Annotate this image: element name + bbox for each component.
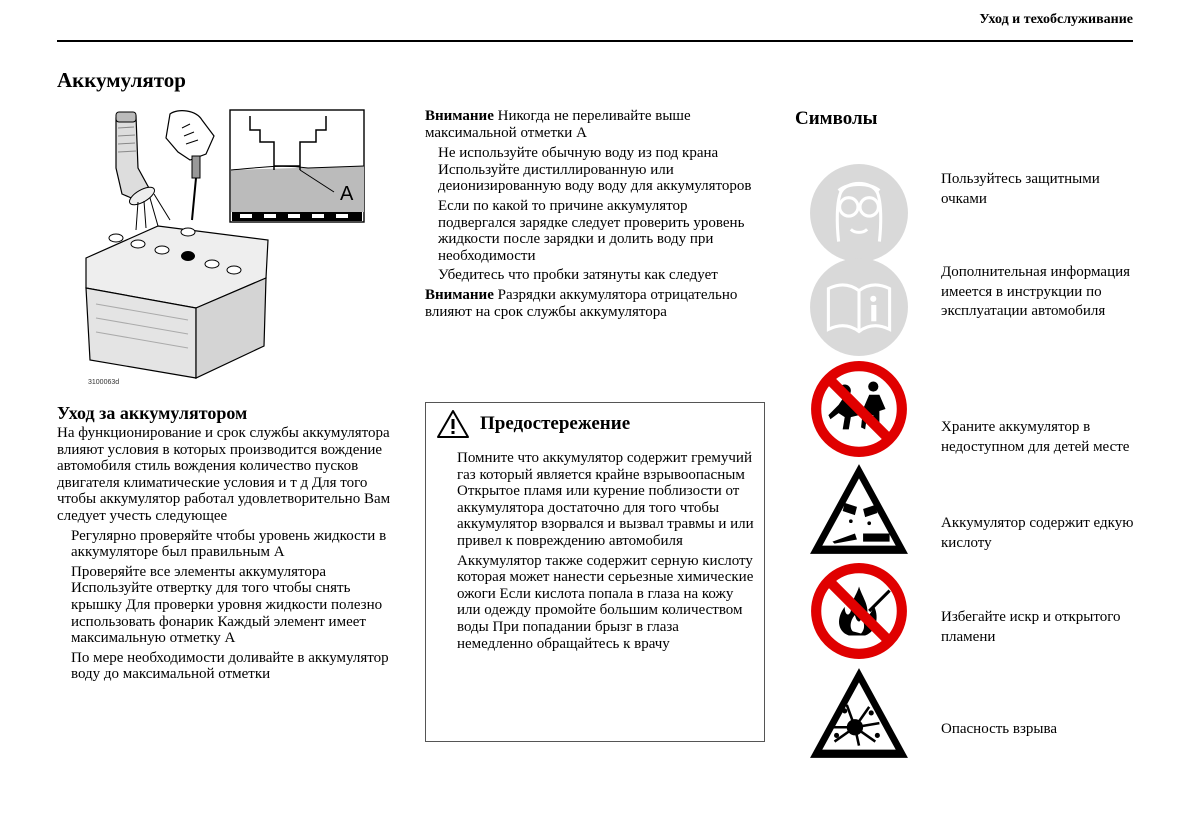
warning-box	[425, 402, 765, 742]
list-item: Не используйте обычную воду из под крана Используйте дистиллированную или деионизированную воду воду для аккумуляторов	[438, 145, 752, 195]
attention-note-1	[425, 108, 760, 141]
notes-list	[425, 145, 760, 284]
list-item: Регулярно проверяйте чтобы уровень жидкости в аккумуляторе был правильным A	[71, 527, 387, 561]
warning-body	[457, 450, 757, 652]
care-list	[57, 528, 397, 683]
warning-triangle-icon	[436, 409, 470, 439]
warning-header	[436, 409, 630, 439]
list-item: По мере необходимости доливайте в аккумулятор воду до максимальной отметки	[71, 649, 389, 683]
symbol-label-acid: Аккумулятор содержит едкую кислоту	[941, 515, 1134, 551]
hand-screwdriver-icon	[166, 111, 214, 220]
running-header: Уход и техобслуживание	[979, 12, 1133, 27]
attention-note-2	[425, 287, 760, 320]
inset-label-a: A	[340, 183, 354, 205]
no-children-icon	[808, 358, 910, 460]
battery-illustration	[78, 108, 368, 393]
notes-section	[425, 108, 760, 320]
page-title: Аккумулятор	[57, 68, 186, 92]
attention-label: Внимание	[425, 286, 494, 303]
list-item: Убедитесь что пробки затянуты как следует	[438, 267, 718, 284]
symbol-label-goggles: Пользуйтесь защитными очками	[941, 171, 1100, 207]
symbol-label-explosion: Опасность взрыва	[941, 721, 1058, 737]
attention-text: Разрядки аккумулятора отрицательно влияют на срок службы аккумулятора	[425, 286, 738, 320]
battery-body	[86, 226, 268, 378]
list-item: Проверяйте все элементы аккумулятора Используйте отвертку для того чтобы снять крышку Для проверки уровня жидкости полезно использовать фонарик Каждый элемент имеет максимальную отметку A	[71, 563, 383, 647]
symbol-label-manual: Дополнительная информация имеется в инструкции по эксплуатации автомобиля	[941, 264, 1131, 319]
symbols-heading: Символы	[795, 108, 878, 129]
list-item: Если по какой то причине аккумулятор подвергался зарядке следует проверить уровень жидкости после зарядки и долить воду при необходимости	[438, 197, 745, 264]
symbol-label-flame: Избегайте искр и открытого пламени	[941, 609, 1121, 645]
battery-drawing	[78, 108, 368, 393]
care-intro: На функционирование и срок службы аккумулятора влияют условия в которых производится вождение автомобиля стиль вождения количество пусков двигателя климатические условия и т д Для того чтобы аккумулятор работал удовлетворительно Вам следует учесть следующее	[57, 425, 391, 524]
fluid-level-inset	[230, 110, 364, 222]
symbol-label-children: Храните аккумулятор в недоступном для детей месте	[941, 419, 1130, 455]
header-rule	[57, 40, 1133, 42]
warning-paragraph: Аккумулятор также содержит серную кислоту которая может нанести серьезные химические ожоги Если кислота попала в глаза на кожу или одежду промойте большим количеством воды При попадании брызг в глаза немедленно обращайтесь к врачу	[457, 552, 754, 652]
care-heading: Уход за аккумулятором	[57, 403, 248, 423]
figure-code: 3100063d	[88, 379, 120, 386]
manual-info-icon	[808, 256, 910, 358]
attention-text: Никогда не переливайте выше максимальной отметки A	[425, 108, 691, 141]
no-flame-icon	[808, 560, 910, 662]
attention-label: Внимание	[425, 108, 494, 124]
care-section	[57, 425, 397, 686]
warning-title: Предостережение	[480, 413, 631, 434]
flashlight-icon	[116, 112, 170, 230]
warning-paragraph: Помните что аккумулятор содержит гремучий газ который является крайне взрывоопасным Открытое пламя или курение поблизости от аккумулятора достаточно для того чтобы аккумулятор взорвался и вызвал травмы и или привел к повреждению автомобиля	[457, 450, 754, 549]
safety-goggles-icon	[808, 162, 910, 264]
explosion-danger-icon	[808, 664, 910, 766]
corrosive-acid-icon	[808, 460, 910, 562]
